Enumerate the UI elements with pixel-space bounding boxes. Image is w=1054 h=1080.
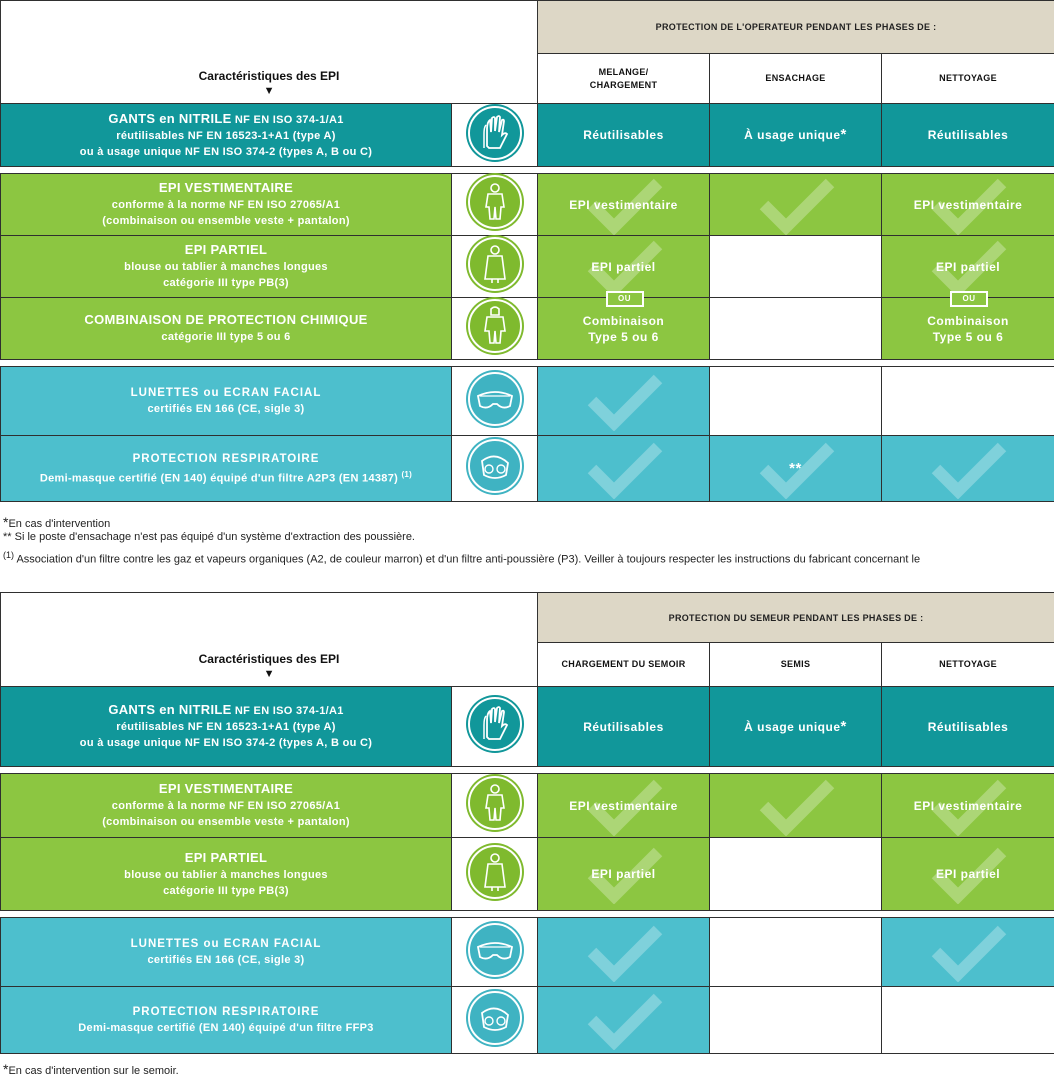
vest-line2: conforme à la norme NF EN ISO 27065/A1 [111,800,341,812]
gants-title: GANTS en NITRILE [108,702,232,717]
row-vest [1,774,1054,838]
resp-chargement [538,987,710,1054]
partiel-title: EPI PARTIEL [184,849,268,865]
phase-col-nettoyage: NETTOYAGE [882,54,1054,104]
cell-text: EPI partiel [935,867,1001,881]
cell-text: EPI partiel [591,259,656,274]
resp-semis [710,987,882,1054]
cell-text: EPI partiel [935,259,1001,274]
partiel-chargement [538,838,710,911]
resp-nettoyage [882,987,1054,1054]
partiel-icon-cell [452,838,538,911]
gants-label [1,104,452,167]
resp-icon-cell [452,987,538,1054]
vest-nettoyage [882,174,1054,236]
coverall-icon [468,175,522,229]
characteristics-header [1,593,538,687]
lunettes-semis [710,918,882,987]
resp-melange [538,436,710,502]
partiel-line2: blouse ou tablier à manches longues [124,868,328,881]
gloves-icon [468,106,522,160]
partiel-line3: catégorie III type PB(3) [163,884,289,897]
row-gants [1,687,1054,767]
apron-icon [468,845,522,899]
vest-icon-cell [452,774,538,838]
phase-col-chargement: CHARGEMENT DU SEMOIR [538,643,710,687]
resp-nettoyage [882,436,1054,502]
gants-label [1,687,452,767]
gants-line2: réutilisables NF EN 16523-1+A1 (type A) [116,129,336,142]
row-partiel [1,236,1054,298]
combi-label [1,298,452,360]
gants-norm: NF EN ISO 374-1/A1 [231,113,344,126]
vest-line3: (combinaison ou ensemble veste + pantalon) [102,816,350,828]
resp-line2: Demi-masque certifié (EN 140) équipé d'un filtre FFP3 [78,1022,374,1034]
vest-icon-cell [452,174,538,236]
lunettes-icon-cell [452,918,538,987]
cell-text: Réutilisables [583,719,664,734]
cell-text [710,127,881,143]
resp-icon-cell [452,436,538,502]
resp-ensachage [710,436,882,502]
lunettes-label [1,367,452,436]
resp-title: PROTECTION RESPIRATOIRE [132,452,320,465]
cell-text: Réutilisables [927,719,1009,734]
vest-chargement [538,774,710,838]
gants-ensachage [710,104,882,167]
vest-title: EPI VESTIMENTAIRE [158,180,294,195]
usage-unique-text: À usage unique [744,128,841,142]
double-asterisk: ** [789,459,802,477]
lunettes-ensachage [710,367,882,436]
mask-icon [468,991,522,1045]
gants-title: GANTS en NITRILE [108,110,232,126]
note-2: ** Si le poste d'ensachage n'est pas équipé d'un système d'extraction des poussière. [3,531,415,543]
vest-line3: (combinaison ou ensemble veste + pantalon) [102,215,350,227]
footnote-ref: (1) [401,469,413,479]
combi-text-b: Type 5 ou 6 [932,329,1004,344]
lunettes-icon-cell [452,367,538,436]
partiel-label [1,236,452,298]
cell-text: EPI vestimentaire [569,197,678,212]
phase-col-ensachage: ENSACHAGE [710,54,882,104]
cell-text [538,313,709,345]
resp-label [1,987,452,1054]
characteristics-label: Caractéristiques des EPI [198,652,340,666]
gants-norm: NF EN ISO 374-1/A1 [231,705,344,717]
lunettes-melange [538,367,710,436]
row-resp [1,987,1054,1054]
combi-title: COMBINAISON DE PROTECTION CHIMIQUE [84,312,368,327]
phase-title: PROTECTION DU SEMEUR PENDANT LES PHASES DE : [538,593,1054,643]
note-text: Association d'un filtre contre les gaz et vapeurs organiques (A2, de couleur marron) et d'un filtre anti-poussière (P3). Veiller à toujours respecter les instructions du fabricant concernant le [14,553,921,566]
partiel-line2: blouse ou tablier à manches longues [124,261,328,273]
lunettes-line2: certifiés EN 166 (CE, sigle 3) [147,954,305,966]
combi-text-b: Type 5 ou 6 [588,329,659,344]
partiel-semis [710,838,882,911]
gants-line2: réutilisables NF EN 16523-1+A1 (type A) [116,721,336,733]
coverall-icon [468,776,522,830]
vest-line2: conforme à la norme NF EN ISO 27065/A1 [111,199,341,211]
lunettes-title: LUNETTES ou ECRAN FACIAL [130,387,322,399]
cell-text: Réutilisables [583,128,664,142]
chemical-suit-icon [468,299,522,353]
note-semeur [3,1061,179,1077]
combi-text-a: Combinaison [582,313,665,328]
cell-text: EPI vestimentaire [913,798,1023,813]
usage-unique-text: À usage unique [744,719,841,734]
footnote-ref: (1) [3,550,14,560]
partiel-nettoyage [882,838,1054,911]
ou-badge: OU [606,291,644,307]
combi-nettoyage [882,294,1054,360]
note-1 [3,514,110,530]
partiel-label [1,838,452,911]
partiel-nettoyage [882,236,1054,298]
note-3 [3,550,920,566]
down-arrow-icon: ▼ [263,668,275,680]
cell-text: Réutilisables [927,128,1009,142]
characteristics-label: Caractéristiques des EPI [198,69,340,83]
partiel-melange [538,236,710,298]
vest-title: EPI VESTIMENTAIRE [158,781,294,796]
partiel-icon-cell [452,236,538,298]
lunettes-nettoyage [882,918,1054,987]
phase-title: PROTECTION DE L'OPERATEUR PENDANT LES PHASES DE : [538,1,1054,54]
row-partiel [1,838,1054,911]
note-text: En cas d'intervention [8,518,111,530]
vest-label [1,774,452,838]
gants-chargement [538,687,710,767]
gants-icon-cell [452,687,538,767]
vest-ensachage [710,174,882,236]
vest-nettoyage [882,774,1054,838]
note-text: En cas d'intervention sur le semoir. [8,1065,179,1077]
combi-line2: catégorie III type 5 ou 6 [161,331,291,343]
cell-text: EPI partiel [591,867,656,881]
phase-col-semis: SEMIS [710,643,882,687]
row-lunettes [1,367,1054,436]
ou-badge: OU [950,291,988,307]
row-lunettes [1,918,1054,987]
lunettes-line2: certifiés EN 166 (CE, sigle 3) [147,403,305,415]
combi-ensachage [710,298,882,360]
row-resp [1,436,1054,502]
phase-label: CHARGEMENT [589,79,658,90]
epi-table-operator [0,0,1054,502]
characteristics-header [1,1,538,104]
combi-text-a: Combinaison [927,313,1009,328]
gants-icon-cell [452,104,538,167]
gants-line3: ou à usage unique NF EN ISO 374-2 (types A, B ou C) [79,145,373,158]
apron-icon [468,237,522,291]
gloves-icon [468,697,522,751]
vest-semis [710,774,882,838]
lunettes-label [1,918,452,987]
combi-icon-cell [452,298,538,360]
partiel-title: EPI PARTIEL [184,242,268,257]
phase-label: MELANGE/ [598,66,649,77]
gants-semis [710,687,882,767]
vest-melange [538,174,710,236]
asterisk: * [3,1061,9,1077]
asterisk: * [840,126,847,143]
phase-col-melange [538,54,710,104]
combi-melange [538,294,710,360]
cell-text: EPI vestimentaire [569,798,678,813]
row-gants [1,104,1054,167]
cell-text: EPI vestimentaire [913,197,1023,212]
gants-nettoyage [882,687,1054,767]
partiel-ensachage [710,236,882,298]
cell-text [710,719,881,735]
gants-line3: ou à usage unique NF EN ISO 374-2 (types A, B ou C) [79,737,373,749]
epi-table-semeur [0,592,1054,1054]
lunettes-chargement [538,918,710,987]
vest-label [1,174,452,236]
asterisk: * [840,717,847,735]
gants-melange [538,104,710,167]
phase-col-nettoyage: NETTOYAGE [882,643,1054,687]
lunettes-title: LUNETTES ou ECRAN FACIAL [130,938,322,950]
goggles-icon [468,372,522,426]
partiel-line3: catégorie III type PB(3) [163,277,289,289]
down-arrow-icon: ▼ [263,85,275,97]
goggles-icon [468,923,522,977]
gants-nettoyage [882,104,1054,167]
mask-icon [468,439,522,493]
row-combi [1,298,1054,360]
lunettes-nettoyage [882,367,1054,436]
resp-line2: Demi-masque certifié (EN 140) équipé d'un filtre A2P3 (EN 14387) [39,472,399,485]
resp-label [1,436,452,502]
row-vest [1,174,1054,236]
resp-title: PROTECTION RESPIRATOIRE [132,1006,320,1018]
asterisk: * [3,514,9,530]
cell-text [882,313,1054,345]
